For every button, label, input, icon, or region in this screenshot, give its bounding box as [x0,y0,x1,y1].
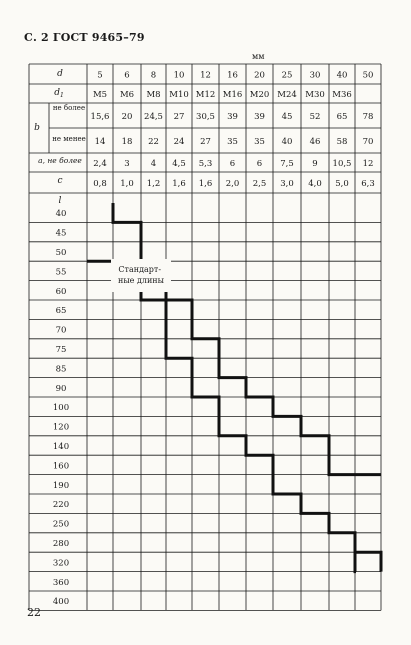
row-label-d: d [57,69,63,79]
a-max-value: 6 [256,159,263,169]
length-value: 100 [52,403,70,414]
b-min-value: 35 [254,137,265,147]
b-max-value: 78 [362,112,374,122]
a-max-value: 4 [150,159,157,169]
row-label-b-max: не более [52,104,86,112]
c-value: 1,6 [198,179,213,189]
a-max-value: 6 [229,159,236,169]
c-value: 4,0 [308,179,322,189]
c-value: 2,5 [252,179,267,189]
d-value: 16 [227,70,238,81]
b-max-value: 39 [227,112,238,122]
d-value: 10 [173,70,185,81]
b-min-value: 27 [200,137,211,147]
a-max-value: 12 [362,159,374,169]
length-value: 160 [52,461,70,472]
b-max-value: 39 [254,112,265,122]
page-number: 22 [27,606,41,619]
b-min-value: 35 [227,137,238,147]
length-value: 140 [52,442,70,452]
row-label-d1: $d_1$ [54,88,64,99]
b-min-value: 14 [94,137,106,147]
length-value: 85 [55,364,67,375]
d1-value: М8 [146,90,161,100]
d-value: 5 [97,70,103,81]
length-value: 190 [52,480,70,491]
a-max-value: 3 [124,159,130,169]
length-value: 55 [55,267,67,278]
b-min-value: 70 [362,137,374,147]
d1-value: М20 [249,90,270,100]
length-value: 360 [52,577,70,588]
length-value: 65 [55,306,67,317]
b-max-value: 15,6 [90,112,110,122]
length-value: 320 [52,558,70,569]
a-max-value: 10,5 [332,159,352,169]
b-min-value: 18 [121,137,133,147]
length-value: 50 [55,248,67,258]
b-min-value: 40 [281,137,293,147]
d-value: 50 [362,70,374,81]
c-value: 1,0 [120,179,134,189]
length-value: 120 [52,422,70,433]
row-label-b: b [34,123,40,133]
a-max-value: 7,5 [280,159,294,169]
row-label-d1-sub: 1 [59,92,64,99]
b-max-value: 65 [336,112,348,122]
length-value: 60 [55,286,67,297]
d1-value: М10 [169,90,189,100]
c-value: 3,0 [280,179,294,189]
b-max-value: 27 [173,112,185,122]
length-value: 45 [55,228,67,239]
standard-lengths-tail [355,552,356,571]
length-value: 250 [52,519,70,530]
length-value: 280 [52,539,70,549]
page-header: С. 2 ГОСТ 9465–79 [24,31,145,44]
b-max-value: 24,5 [144,112,163,122]
row-label-l: l [58,196,62,206]
b-min-value: 22 [148,137,159,147]
c-value: 6,3 [361,179,375,189]
length-value: 400 [52,597,70,608]
units-label: мм [252,52,265,61]
d1-value: М36 [332,90,352,100]
a-max-value: 9 [312,159,318,169]
d1-value: М6 [119,90,135,100]
d1-value: М12 [195,90,216,100]
length-value: 90 [55,383,67,394]
b-max-value: 52 [309,112,321,122]
d-value: 25 [281,70,293,81]
d-value: 20 [254,70,265,81]
c-value: 0,8 [93,179,107,189]
d1-value: М24 [277,90,297,100]
b-max-value: 45 [281,112,293,122]
row-label-a: a, не более [38,156,82,165]
c-value: 1,2 [146,179,161,189]
c-value: 2,0 [225,179,240,189]
d-value: 8 [150,70,157,81]
a-max-value: 5,3 [198,159,213,169]
b-max-value: 20 [121,112,133,122]
d1-value: М16 [222,90,243,100]
row-label-b-min: не менее [52,135,86,143]
a-max-value: 2,4 [93,159,107,169]
b-min-value: 46 [309,137,321,147]
row-label-c: c [57,176,63,186]
c-value: 5,0 [335,179,349,189]
d-value: 40 [336,70,348,81]
b-min-value: 58 [336,137,348,147]
d-value: 30 [309,70,321,81]
b-max-value: 30,5 [196,112,215,122]
a-max-value: 4,5 [172,159,186,169]
b-min-value: 24 [173,137,185,147]
length-value: 70 [55,325,67,336]
length-value: 40 [55,209,67,220]
d-value: 12 [200,70,211,81]
length-value: 220 [52,500,70,511]
d1-value: М30 [305,90,325,100]
c-value: 1,6 [172,179,186,189]
d-value: 6 [124,70,130,81]
length-value: 75 [55,345,67,355]
stair-label: Стандарт- ные длины [117,265,165,285]
d1-value: М5 [92,90,108,100]
